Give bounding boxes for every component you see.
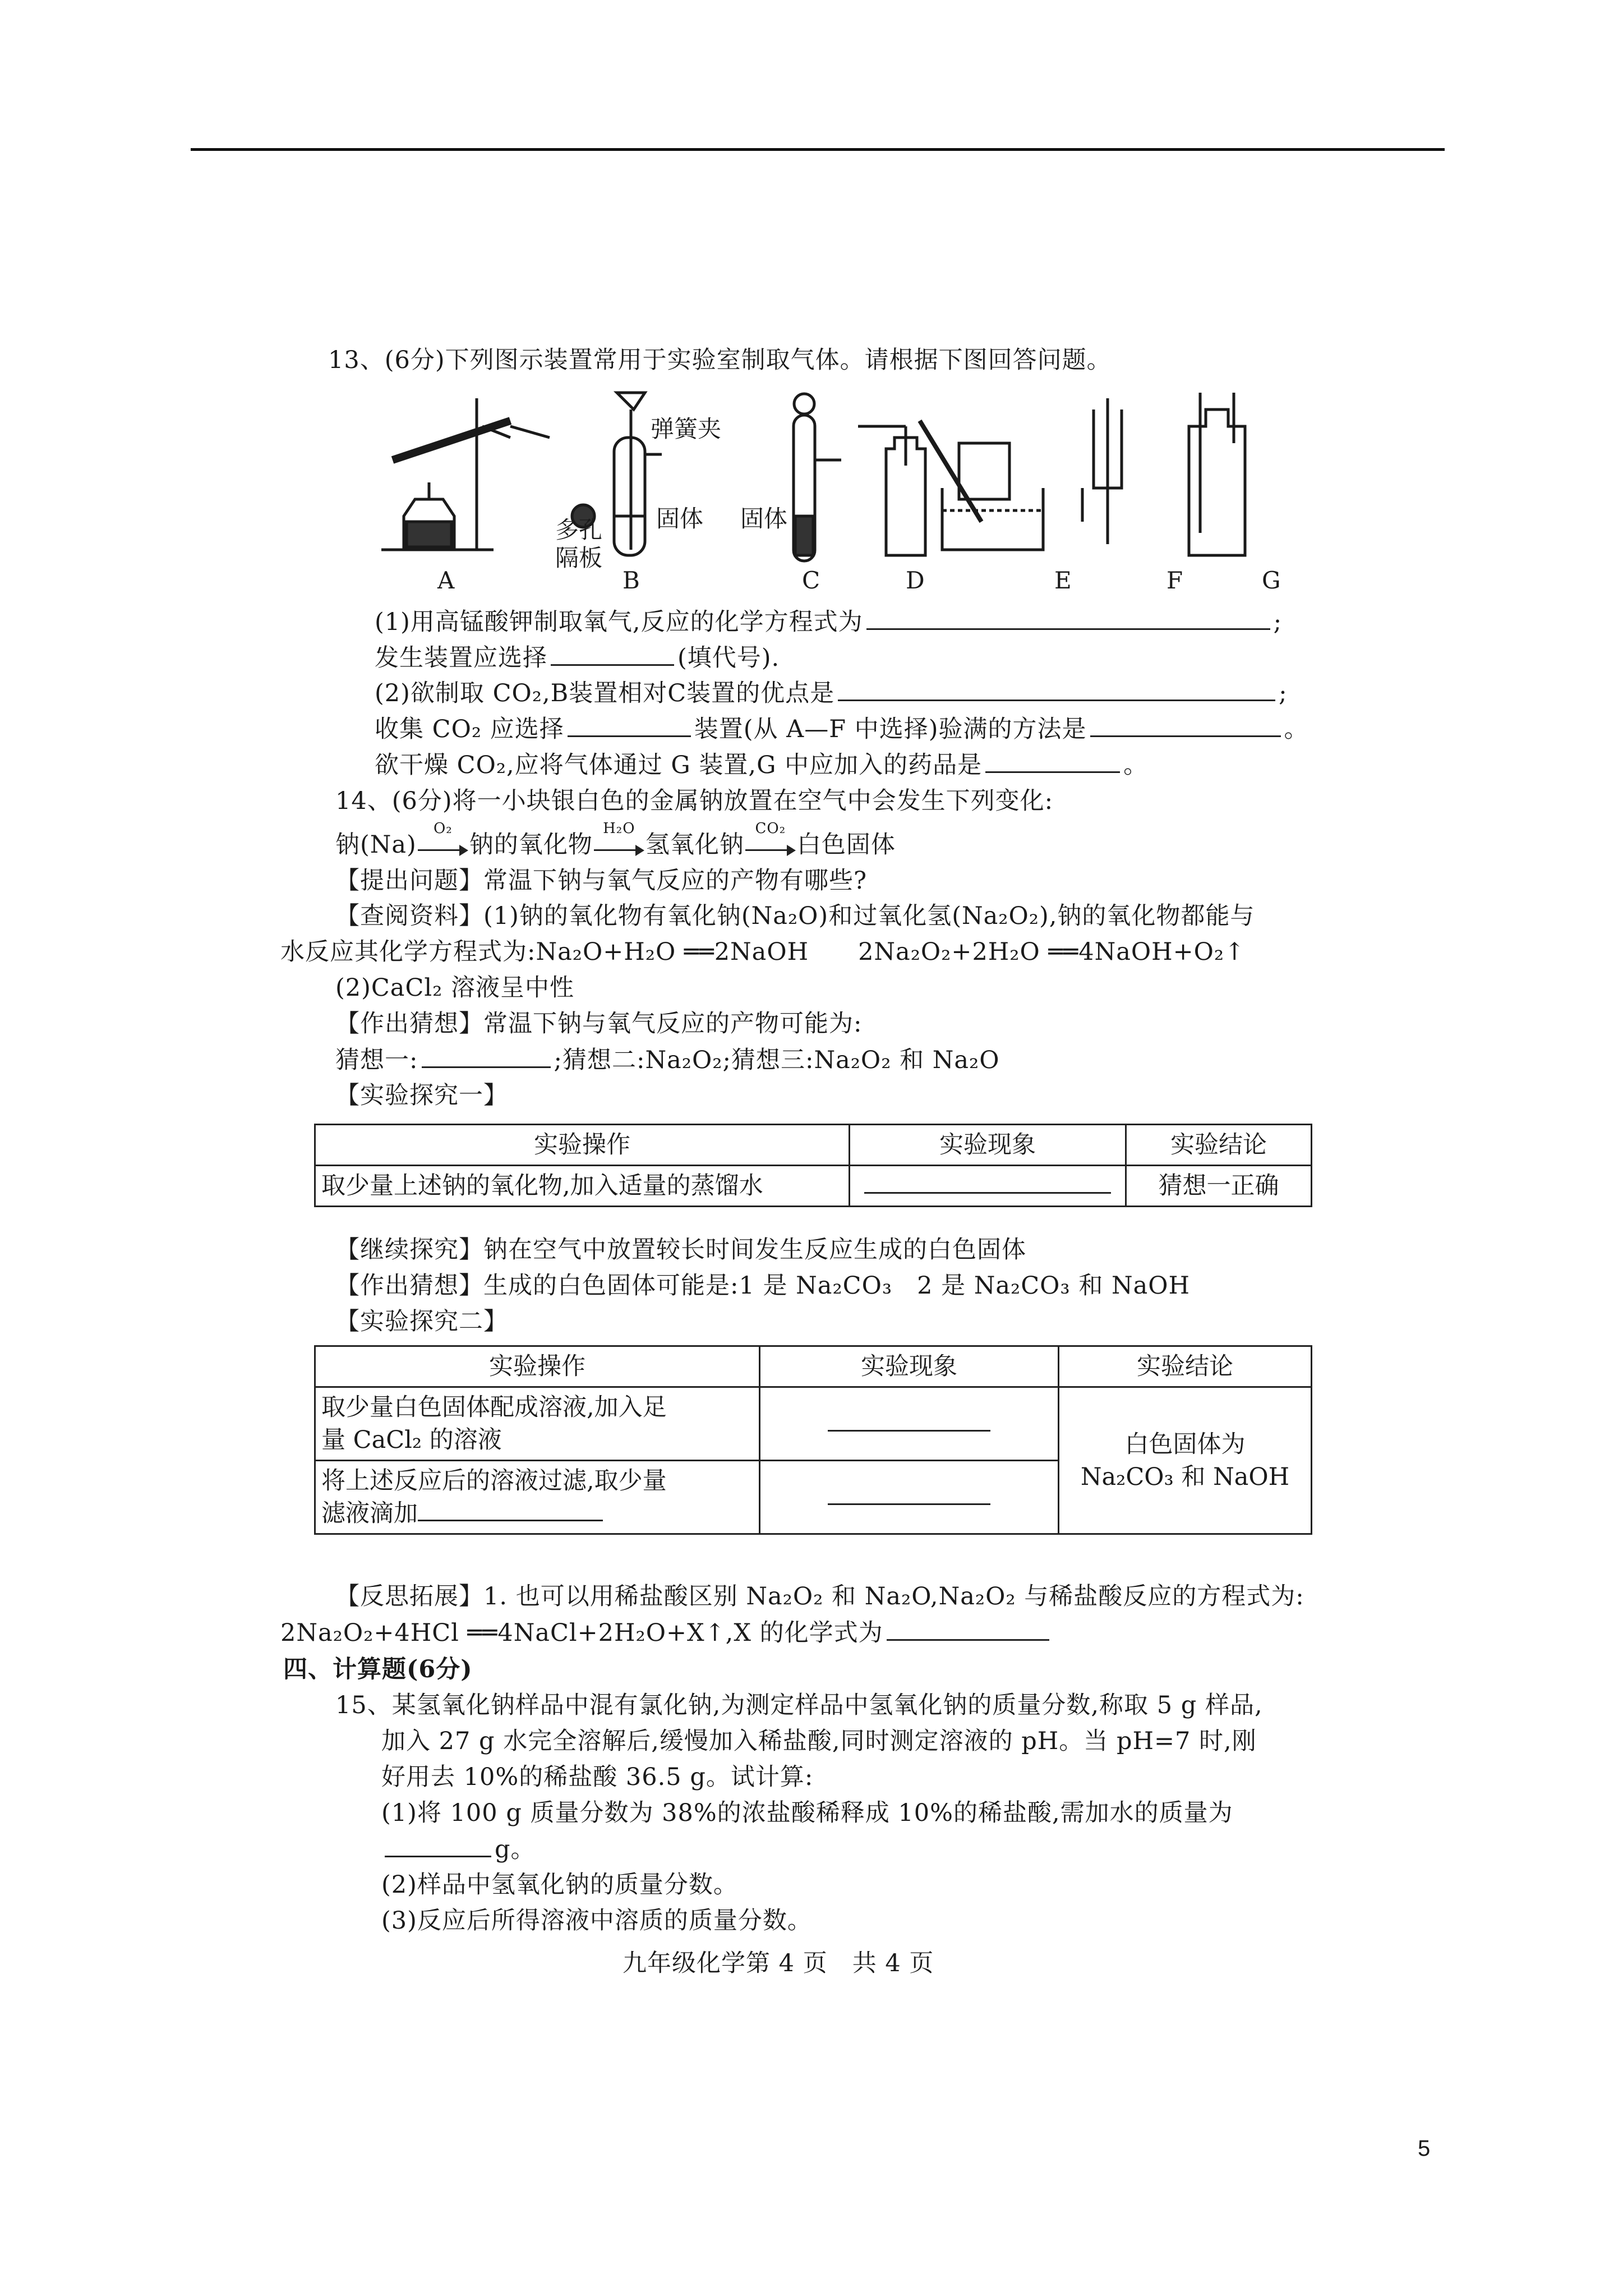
experiment-table-2 xyxy=(314,1345,1312,1535)
answer-blank-device[interactable] xyxy=(551,642,674,666)
answer-blank-collect[interactable] xyxy=(568,713,691,737)
answer-blank-x-formula[interactable] xyxy=(887,1617,1049,1641)
table2-operation-1 xyxy=(315,1387,760,1461)
period: 。 xyxy=(1284,715,1309,743)
reflect-2-text: 2Na₂O₂+4HCl ══4NaCl+2H₂O+X↑,X 的化学式为 xyxy=(280,1619,883,1647)
table1-conclusion: 猜想一正确 xyxy=(1126,1166,1312,1207)
section-4-title: 四、计算题(6分) xyxy=(283,1655,473,1683)
table2-header-phenomenon: 实验现象 xyxy=(760,1346,1059,1387)
q13-part2a-text: (2)欲制取 CO₂,B装置相对C装置的优点是 xyxy=(375,679,835,707)
op2-line2: 滤液滴加 xyxy=(321,1499,418,1527)
op1-line2: 量 CaCl₂ 的溶液 xyxy=(321,1426,502,1454)
op1-line1: 取少量白色固体配成溶液,加入足 xyxy=(321,1393,667,1421)
table2-conclusion xyxy=(1059,1387,1312,1534)
answer-blank-phenomenon-3[interactable] xyxy=(828,1487,990,1505)
q13-part2c xyxy=(375,749,1148,781)
q14-reflect-1: 【反思拓展】1. 也可以用稀盐酸区别 Na₂O₂ 和 Na₂O,Na₂O₂ 与稀盐酸反应的方程式为: xyxy=(335,1582,1304,1611)
op2-line1: 将上述反应后的溶液过滤,取少量 xyxy=(321,1467,667,1495)
q13-part1b-post: (填代号). xyxy=(677,644,780,672)
page-number: 5 xyxy=(1418,2136,1431,2161)
apparatus-figure xyxy=(381,387,1312,595)
label-C: C xyxy=(802,567,820,594)
table2-header-conclusion: 实验结论 xyxy=(1059,1346,1312,1387)
label-solid-b: 固体 xyxy=(656,505,704,532)
table1-header-phenomenon: 实验现象 xyxy=(850,1125,1126,1166)
q13-part2c-pre: 欲干燥 CO₂,应将气体通过 G 装置,G 中应加入的药品是 xyxy=(375,751,983,779)
q14-ref-3: (2)CaCl₂ 溶液呈中性 xyxy=(335,974,575,1002)
period: 。 xyxy=(1123,751,1149,779)
arrow-icon xyxy=(418,820,468,859)
q14-ref-1: 【查阅资料】(1)钠的氧化物有氧化钠(Na₂O)和过氧化氢(Na₂O₂),钠的氧化物都能与 xyxy=(335,902,1255,930)
chain-white-solid: 白色固体 xyxy=(796,831,896,859)
answer-blank-reagent[interactable] xyxy=(418,1503,603,1521)
q13-part2a xyxy=(375,677,1288,709)
q15-line-3: 好用去 10%的稀盐酸 36.5 g。试计算: xyxy=(381,1763,814,1791)
q14-question: 【提出问题】常温下钠与氧气反应的产物有哪些? xyxy=(335,867,868,895)
label-porous-2: 隔板 xyxy=(555,544,603,572)
q15-line-6: (2)样品中氢氧化钠的质量分数。 xyxy=(381,1871,738,1899)
q15-line-7: (3)反应后所得溶液中溶质的质量分数。 xyxy=(381,1907,812,1935)
table1-header-operation: 实验操作 xyxy=(315,1125,850,1166)
chain-sodium: 钠(Na) xyxy=(335,831,417,859)
label-B: B xyxy=(623,567,640,594)
q14-exp1-title: 【实验探究一】 xyxy=(335,1082,508,1110)
q14-continue: 【继续探究】钠在空气中放置较长时间发生反应生成的白色固体 xyxy=(335,1236,1026,1264)
label-A: A xyxy=(437,567,455,594)
q13-part2b xyxy=(375,713,1309,745)
top-rule xyxy=(191,148,1445,151)
q13-title: 13、(6分)下列图示装置常用于实验室制取气体。请根据下图回答问题。 xyxy=(328,346,1112,374)
table1-operation: 取少量上述钠的氧化物,加入适量的蒸馏水 xyxy=(315,1166,850,1207)
hypothesis-one-label: 猜想一: xyxy=(335,1046,418,1074)
table2-operation-2 xyxy=(315,1461,760,1534)
chain-oxide: 钠的氧化物 xyxy=(469,831,593,859)
label-solid-c: 固体 xyxy=(740,505,788,532)
label-D: D xyxy=(906,567,925,594)
table1-phenomenon-cell xyxy=(850,1166,1126,1207)
q15-line-2: 加入 27 g 水完全溶解后,缓慢加入稀盐酸,同时测定溶液的 pH。当 pH=7 时,刚 xyxy=(381,1727,1257,1755)
unit-g: g。 xyxy=(495,1835,536,1864)
q15-line-1: 15、某氢氧化钠样品中混有氯化钠,为测定样品中氢氧化钠的质量分数,称取 5 g 样品, xyxy=(335,1691,1263,1719)
label-E: E xyxy=(1054,567,1072,594)
label-F: F xyxy=(1166,567,1183,594)
q14-reaction-chain xyxy=(335,820,896,861)
q14-exp2-title: 【实验探究二】 xyxy=(335,1308,508,1336)
q13-part2b-mid: 装置(从 A—F 中选择)验满的方法是 xyxy=(694,715,1087,743)
q15-line-4: (1)将 100 g 质量分数为 38%的浓盐酸稀释成 10%的稀盐酸,需加水的质量为 xyxy=(381,1799,1233,1827)
answer-blank-test-full[interactable] xyxy=(1090,713,1281,737)
label-porous-1: 多孔 xyxy=(555,516,603,544)
answer-blank-phenomenon-1[interactable] xyxy=(864,1175,1111,1194)
answer-blank-advantage[interactable] xyxy=(838,677,1275,701)
q15-line-5 xyxy=(381,1833,536,1865)
q13-part1b-pre: 发生装置应选择 xyxy=(375,644,547,672)
q13-part2b-pre: 收集 CO₂ 应选择 xyxy=(375,715,564,743)
table2-phenomenon-1 xyxy=(760,1387,1059,1461)
arrow-condition-h2o: H₂O xyxy=(603,820,635,837)
q14-title: 14、(6分)将一小块银白色的金属钠放置在空气中会发生下列变化: xyxy=(335,787,1054,815)
answer-blank-phenomenon-2[interactable] xyxy=(828,1413,990,1432)
label-G: G xyxy=(1262,567,1281,594)
arrow-condition-co2: CO₂ xyxy=(755,820,786,837)
hypothesis-rest: ;猜想二:Na₂O₂;猜想三:Na₂O₂ 和 Na₂O xyxy=(554,1046,1000,1074)
q14-hypothesis-2: 【作出猜想】生成的白色固体可能是:1 是 Na₂CO₃ 2 是 Na₂CO₃ 和 NaOH xyxy=(335,1272,1191,1300)
q14-hypothesis xyxy=(335,1044,1000,1076)
conclusion-line2: Na₂CO₃ 和 NaOH xyxy=(1080,1462,1290,1491)
page-footer: 九年级化学第 4 页 共 4 页 xyxy=(623,1949,934,1977)
experiment-table-1 xyxy=(314,1124,1312,1207)
conclusion-line1: 白色固体为 xyxy=(1124,1430,1246,1458)
answer-blank-hypothesis-one[interactable] xyxy=(422,1044,551,1068)
answer-blank-drying-agent[interactable] xyxy=(985,749,1120,773)
arrow-icon xyxy=(745,820,796,859)
q13-part1b xyxy=(375,642,780,674)
semicolon: ; xyxy=(1279,679,1288,707)
label-spring-clip: 弹簧夹 xyxy=(651,415,722,443)
q14-ref-2: 水反应其化学方程式为:Na₂O+H₂O ══2NaOH 2Na₂O₂+2H₂O ══4NaOH+O₂↑ xyxy=(280,938,1246,966)
answer-blank-equation-1[interactable] xyxy=(866,606,1270,630)
q14-hypothesis-title: 【作出猜想】常温下钠与氧气反应的产物可能为: xyxy=(335,1010,863,1038)
table2-phenomenon-2 xyxy=(760,1461,1059,1534)
semicolon: ; xyxy=(1273,608,1283,636)
arrow-condition-o2: O₂ xyxy=(433,820,453,837)
q13-part1a-text: (1)用高锰酸钾制取氧气,反应的化学方程式为 xyxy=(375,608,863,636)
q14-reflect-2 xyxy=(280,1617,1053,1649)
apparatus-drawing xyxy=(381,387,1312,595)
table2-header-operation: 实验操作 xyxy=(315,1346,760,1387)
arrow-icon xyxy=(594,820,644,859)
table1-header-conclusion: 实验结论 xyxy=(1126,1125,1312,1166)
answer-blank-water-mass[interactable] xyxy=(385,1833,491,1857)
chain-hydroxide: 氢氧化钠 xyxy=(645,831,744,859)
q13-part1a xyxy=(375,606,1282,638)
